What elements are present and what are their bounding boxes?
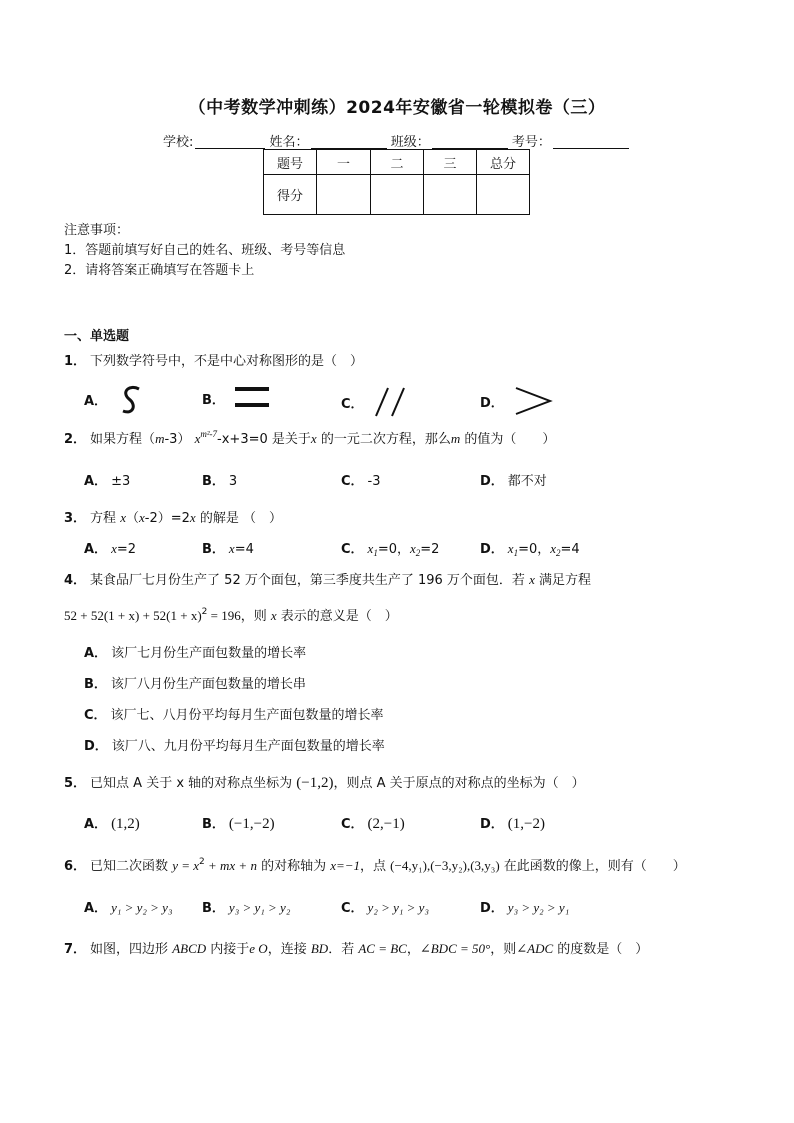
score-header-cell: 总分 (477, 150, 530, 175)
math-points: (−4,y₁),(−3,y₂),(3,y₃) (390, 858, 500, 873)
option-label: D． (480, 396, 504, 411)
math-var: x (550, 541, 557, 556)
option-label: B． (202, 901, 225, 916)
math-equation: 52 + 52(1 + x) + 52(1 + x) (64, 608, 202, 623)
class-field[interactable] (432, 134, 508, 149)
option-text: (1,2) (111, 816, 140, 832)
math-var: x (138, 510, 145, 525)
option-label: A． (84, 817, 108, 832)
option-text: (2,−1) (367, 816, 405, 832)
notes-item: 2．请将答案正确填写在答题卡上 (64, 263, 255, 278)
math-var: x (189, 510, 196, 525)
option-text: y₁ > y₂ > y₃ (111, 900, 173, 915)
math-var: m (155, 431, 165, 446)
option-text: =4 (560, 542, 580, 557)
math-arcs: AC = BC (358, 941, 407, 956)
math-var: x (120, 510, 126, 525)
question-text: 的解是 （ ） (195, 511, 282, 526)
question-text: 的度数是（ ） (553, 942, 649, 957)
option-text: =0， (377, 542, 410, 557)
question-text: 满足方程 (534, 573, 591, 588)
question-text: 如果方程（ (90, 432, 156, 447)
school-label: 学校: (163, 135, 194, 150)
q6-option-d[interactable] (480, 897, 569, 916)
option-text: 该厂八、九月份平均每月生产面包数量的增长率 (111, 739, 385, 754)
option-label: B． (202, 542, 225, 557)
option-text: 都不对 (507, 474, 547, 489)
math-circle: e O (249, 941, 268, 956)
page-title: （中考数学冲刺练）2024年安徽省一轮模拟卷（三） (188, 98, 606, 118)
q1-option-b[interactable] (202, 386, 273, 410)
option-text: 该厂七月份生产面包数量的增长率 (111, 646, 307, 661)
math-var: x (194, 431, 201, 446)
math-var: x (270, 608, 277, 623)
score-row-label: 得分 (264, 175, 317, 215)
option-label: A． (84, 901, 108, 916)
q4-option-c[interactable] (84, 704, 384, 723)
option-text: y₂ > y₁ > y₃ (367, 900, 429, 915)
notes-block (64, 221, 345, 281)
math-exponent: m²-7 (200, 429, 218, 439)
math-function: y = x (172, 858, 199, 873)
question-number: 4． (64, 573, 87, 588)
question-number: 5． (64, 776, 87, 791)
math-var: x (310, 431, 317, 446)
question-text: ， (406, 942, 420, 957)
question-text: ．若 (328, 942, 359, 957)
math-var: m (450, 431, 461, 446)
q4-option-b[interactable] (84, 673, 306, 692)
math-var: BD (310, 941, 329, 956)
math-var: x (367, 541, 374, 556)
math-var: x (410, 541, 416, 556)
option-text: 该厂八月份生产面包数量的增长串 (110, 677, 306, 692)
option-text: y₃ > y₁ > y₂ (228, 900, 291, 915)
question-2 (64, 428, 555, 447)
question-number: 6． (64, 859, 87, 874)
q4-option-a[interactable] (84, 642, 306, 661)
question-text: ，则点 A 关于原点的对称点的坐标为（ ） (333, 776, 585, 791)
question-text: -2）=2 (144, 511, 190, 526)
q3-option-a[interactable] (84, 538, 136, 557)
option-label: C． (341, 901, 364, 916)
question-text: ，点 (360, 859, 391, 874)
section-title: 一、单选题 (64, 329, 130, 344)
q5-option-c[interactable] (341, 813, 405, 833)
q2-option-b[interactable] (202, 470, 237, 489)
math-function: + mx + n (204, 858, 257, 873)
option-text: -3 (367, 474, 381, 489)
option-text: ±3 (111, 474, 131, 489)
q6-option-a[interactable] (84, 897, 172, 916)
q5-option-d[interactable] (480, 813, 545, 833)
option-label: C． (341, 817, 364, 832)
question-text: 表示的意义是（ ） (276, 609, 398, 624)
option-label: B． (84, 677, 107, 692)
math-equation: = 196 (207, 608, 241, 623)
option-label: D． (480, 474, 504, 489)
question-text: （ (125, 511, 139, 526)
question-text: 的值为（ ） (460, 432, 556, 447)
tilde-symbol-icon (115, 386, 151, 414)
parallel-symbol-icon (372, 386, 410, 418)
question-7 (64, 938, 648, 957)
math-subscript: 2 (556, 548, 561, 558)
question-text: 某食品厂七月份生产了 52 万个面包，第三季度共生产了 196 万个面包．若 (90, 573, 530, 588)
option-label: D． (480, 817, 504, 832)
notes-title: 注意事项： (64, 223, 130, 238)
math-var: ABCD (172, 941, 207, 956)
question-number: 3． (64, 511, 87, 526)
option-text: (−1,−2) (228, 816, 275, 832)
question-text: ，则 (240, 609, 271, 624)
question-text: ，连接 (267, 942, 311, 957)
score-table-header-row (264, 150, 530, 175)
math-angle: ∠ADC (516, 941, 554, 956)
math-point: (−1,2) (296, 775, 334, 791)
class-label: 班级： (390, 135, 430, 150)
q2-option-a[interactable] (84, 470, 130, 489)
question-text: 的对称轴为 (256, 859, 331, 874)
math-var: x (507, 541, 514, 556)
math-axis: x=−1 (330, 858, 361, 873)
score-table (263, 149, 530, 215)
option-label: D． (84, 739, 108, 754)
id-field[interactable] (553, 134, 629, 149)
notes-item: 1．答题前填写好自己的姓名、班级、考号等信息 (64, 243, 346, 258)
option-text: 该厂七、八月份平均每月生产面包数量的增长率 (110, 708, 384, 723)
question-text: 内接于 (206, 942, 250, 957)
question-text: 已知点 A 关于 x 轴的对称点坐标为 (90, 776, 297, 791)
math-var: x (228, 541, 235, 556)
option-text: =2 (420, 542, 440, 557)
question-5 (64, 772, 585, 792)
equals-symbol-icon (233, 386, 273, 410)
score-cell[interactable] (424, 175, 477, 215)
score-header-cell: 一 (317, 150, 371, 175)
question-number: 7． (64, 942, 87, 957)
option-label: B． (202, 393, 225, 408)
q3-option-d[interactable] (480, 538, 580, 558)
option-label: A． (84, 542, 108, 557)
id-label: 考号： (511, 135, 551, 150)
score-header-cell: 二 (371, 150, 424, 175)
math-exponent: 2 (199, 857, 205, 867)
q5-option-a[interactable] (84, 813, 140, 833)
math-subscript: 1 (373, 548, 378, 558)
math-exponent: 2 (201, 607, 208, 617)
option-text: y₃ > y₂ > y₁ (507, 900, 570, 915)
option-label: C． (341, 474, 364, 489)
question-6 (64, 855, 686, 874)
question-text: -3） (164, 432, 191, 447)
q1-option-c[interactable] (341, 386, 410, 418)
option-text: 3 (228, 474, 238, 489)
math-var: x (111, 541, 117, 556)
q1-option-d[interactable] (480, 386, 554, 416)
option-label: D． (480, 901, 504, 916)
option-text: (1,−2) (507, 816, 545, 832)
q6-option-c[interactable] (341, 897, 429, 916)
option-label: A． (84, 474, 108, 489)
option-label: C． (341, 542, 364, 557)
q5-option-b[interactable] (202, 813, 275, 833)
option-label: C． (84, 708, 107, 723)
option-text: =0， (518, 542, 551, 557)
math-subscript: 2 (415, 548, 421, 558)
question-text: 方程 (90, 511, 121, 526)
q1-option-a[interactable] (84, 386, 151, 414)
question-text: ，则 (490, 942, 517, 957)
score-cell[interactable] (477, 175, 530, 215)
score-cell[interactable] (371, 175, 424, 215)
question-4 (64, 569, 591, 588)
question-number: 1． (64, 354, 87, 369)
greater-than-symbol-icon (512, 386, 554, 416)
question-4-equation-line (64, 605, 398, 624)
q2-option-c[interactable] (341, 470, 381, 489)
question-1 (64, 350, 363, 369)
math-var: x (529, 572, 535, 587)
score-header-cell: 三 (424, 150, 477, 175)
option-label: B． (202, 817, 225, 832)
option-label: C． (341, 397, 364, 412)
q2-option-d[interactable] (480, 470, 547, 489)
math-angle: ∠BDC = 50° (419, 941, 491, 956)
question-text: 在此函数的像上，则有（ ） (499, 859, 686, 874)
question-text: 的一元二次方程，那么 (316, 432, 451, 447)
option-text: =2 (116, 542, 137, 557)
option-label: A． (84, 394, 108, 409)
score-header-cell: 题号 (264, 150, 317, 175)
q4-option-d[interactable] (84, 735, 385, 754)
score-cell[interactable] (317, 175, 371, 215)
q6-option-b[interactable] (202, 897, 290, 916)
score-table-score-row (264, 175, 530, 215)
question-text: 如图，四边形 (90, 942, 173, 957)
q3-option-c[interactable] (341, 538, 439, 558)
name-label: 姓名： (269, 135, 309, 150)
question-text: 已知二次函数 (90, 859, 173, 874)
school-field[interactable] (195, 134, 265, 149)
q3-option-b[interactable] (202, 538, 254, 557)
option-label: B． (202, 474, 225, 489)
student-info-line (163, 131, 629, 150)
option-label: A． (84, 646, 108, 661)
name-field[interactable] (311, 134, 387, 149)
question-number: 2． (64, 432, 87, 447)
question-text: 下列数学符号中，不是中心对称图形的是（ ） (90, 354, 364, 369)
math-subscript: 1 (513, 548, 519, 558)
question-3 (64, 507, 282, 526)
option-text: =4 (234, 542, 254, 557)
question-text: -x+3=0 是关于 (217, 432, 311, 447)
option-label: D． (480, 542, 504, 557)
